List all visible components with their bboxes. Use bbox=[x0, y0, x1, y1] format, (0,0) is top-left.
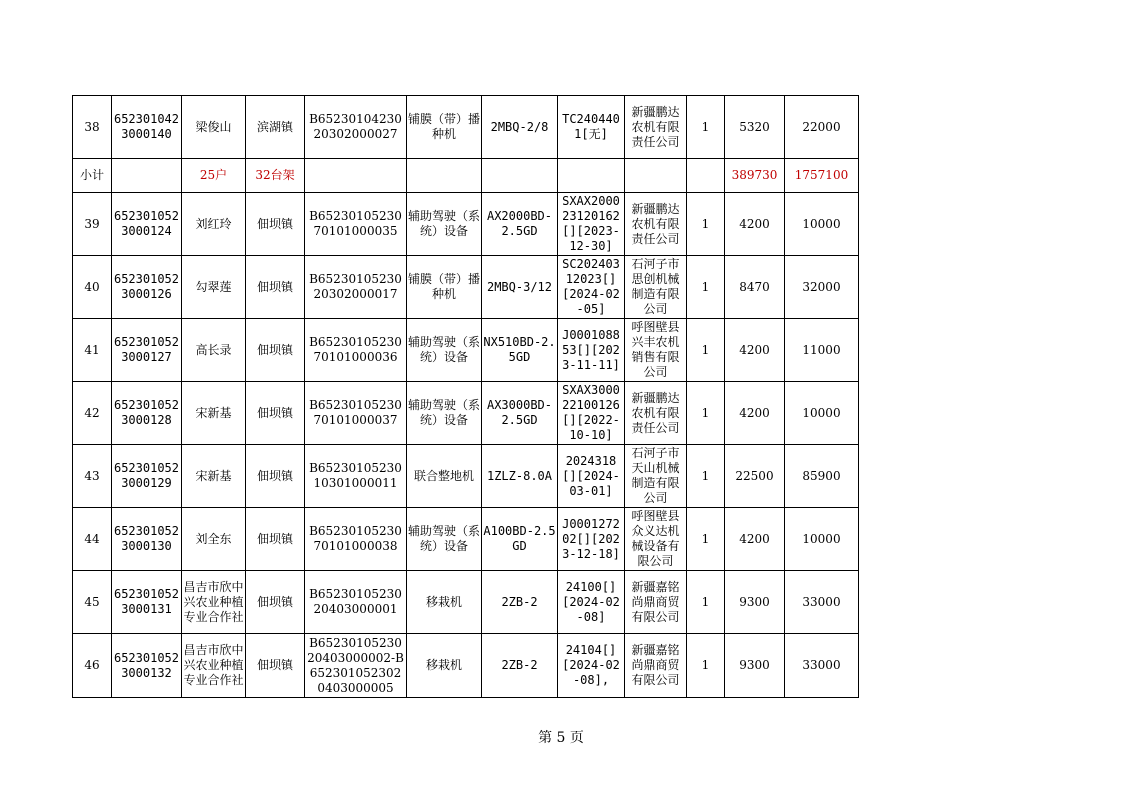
table-row bbox=[73, 382, 859, 445]
subtotal-subsidy: 389730 bbox=[725, 159, 785, 193]
table-row bbox=[73, 193, 859, 256]
table-row bbox=[73, 508, 859, 571]
machine-model: 2ZB-2 bbox=[482, 634, 558, 698]
subtotal-label: 小计 bbox=[73, 159, 112, 193]
seller-company: 新疆鹏达农机有限责任公司 bbox=[625, 382, 687, 445]
machine-model: 2MBQ-2/8 bbox=[482, 96, 558, 159]
machine-code: B6523010523070101000038 bbox=[305, 508, 407, 571]
machine-code: B6523010523070101000036 bbox=[305, 319, 407, 382]
machine-model: AX3000BD-2.5GD bbox=[482, 382, 558, 445]
town: 佃坝镇 bbox=[246, 508, 305, 571]
applicant-name: 刘红玲 bbox=[182, 193, 246, 256]
sale-price: 10000 bbox=[785, 193, 859, 256]
quantity: 1 bbox=[687, 193, 725, 256]
certificate-number: TC2404401[无] bbox=[558, 96, 625, 159]
applicant-name: 梁俊山 bbox=[182, 96, 246, 159]
row-number: 39 bbox=[73, 193, 112, 256]
applicant-id: 6523010523000128 bbox=[112, 382, 182, 445]
subsidy-amount: 22500 bbox=[725, 445, 785, 508]
sale-price: 10000 bbox=[785, 382, 859, 445]
seller-company: 新疆嘉铭尚鼎商贸有限公司 bbox=[625, 634, 687, 698]
quantity: 1 bbox=[687, 634, 725, 698]
applicant-id: 6523010423000140 bbox=[112, 96, 182, 159]
machine-type: 铺膜（带）播种机 bbox=[407, 96, 482, 159]
subtotal-machines: 32台架 bbox=[246, 159, 305, 193]
quantity: 1 bbox=[687, 445, 725, 508]
quantity: 1 bbox=[687, 571, 725, 634]
town: 佃坝镇 bbox=[246, 193, 305, 256]
certificate-number: SXAX200023120162[][2023-12-30] bbox=[558, 193, 625, 256]
table-row bbox=[73, 445, 859, 508]
subtotal-row bbox=[73, 159, 859, 193]
subsidy-amount: 4200 bbox=[725, 508, 785, 571]
quantity: 1 bbox=[687, 256, 725, 319]
applicant-id: 6523010523000132 bbox=[112, 634, 182, 698]
applicant-name: 宋新基 bbox=[182, 382, 246, 445]
applicant-name: 刘全东 bbox=[182, 508, 246, 571]
subsidy-amount: 9300 bbox=[725, 634, 785, 698]
certificate-number: 24100[][2024-02-08] bbox=[558, 571, 625, 634]
machine-code: B6523010523020403000002-B6523010523020403000005 bbox=[305, 634, 407, 698]
sale-price: 10000 bbox=[785, 508, 859, 571]
table-row bbox=[73, 571, 859, 634]
empty-cell bbox=[558, 159, 625, 193]
machine-type: 移栽机 bbox=[407, 634, 482, 698]
table-row bbox=[73, 256, 859, 319]
town: 佃坝镇 bbox=[246, 445, 305, 508]
applicant-name: 昌吉市欣中兴农业种植专业合作社 bbox=[182, 634, 246, 698]
town: 佃坝镇 bbox=[246, 256, 305, 319]
machine-type: 铺膜（带）播种机 bbox=[407, 256, 482, 319]
empty-cell bbox=[305, 159, 407, 193]
certificate-number: 24104[][2024-02-08], bbox=[558, 634, 625, 698]
town: 滨湖镇 bbox=[246, 96, 305, 159]
empty-cell bbox=[687, 159, 725, 193]
table-row bbox=[73, 96, 859, 159]
table-row bbox=[73, 319, 859, 382]
row-number: 38 bbox=[73, 96, 112, 159]
subtotal-households: 25户 bbox=[182, 159, 246, 193]
sale-price: 11000 bbox=[785, 319, 859, 382]
seller-company: 新疆嘉铭尚鼎商贸有限公司 bbox=[625, 571, 687, 634]
machine-type: 移栽机 bbox=[407, 571, 482, 634]
town: 佃坝镇 bbox=[246, 634, 305, 698]
quantity: 1 bbox=[687, 319, 725, 382]
seller-company: 新疆鹏达农机有限责任公司 bbox=[625, 96, 687, 159]
town: 佃坝镇 bbox=[246, 319, 305, 382]
seller-company: 新疆鹏达农机有限责任公司 bbox=[625, 193, 687, 256]
town: 佃坝镇 bbox=[246, 571, 305, 634]
subsidy-amount: 8470 bbox=[725, 256, 785, 319]
subsidy-amount: 4200 bbox=[725, 319, 785, 382]
row-number: 45 bbox=[73, 571, 112, 634]
applicant-id: 6523010523000127 bbox=[112, 319, 182, 382]
page-number: 第 5 页 bbox=[538, 730, 584, 746]
machine-code: B6523010423020302000027 bbox=[305, 96, 407, 159]
row-number: 42 bbox=[73, 382, 112, 445]
empty-cell bbox=[625, 159, 687, 193]
certificate-number: SXAX300022100126[][2022-10-10] bbox=[558, 382, 625, 445]
seller-company: 呼图壁县兴丰农机销售有限公司 bbox=[625, 319, 687, 382]
row-number: 44 bbox=[73, 508, 112, 571]
subsidy-amount: 9300 bbox=[725, 571, 785, 634]
machine-model: A100BD-2.5GD bbox=[482, 508, 558, 571]
row-number: 40 bbox=[73, 256, 112, 319]
machine-model: NX510BD-2.5GD bbox=[482, 319, 558, 382]
applicant-id: 6523010523000126 bbox=[112, 256, 182, 319]
subsidy-amount: 4200 bbox=[725, 382, 785, 445]
subsidy-amount: 5320 bbox=[725, 96, 785, 159]
machine-type: 辅助驾驶（系统）设备 bbox=[407, 382, 482, 445]
applicant-id: 6523010523000130 bbox=[112, 508, 182, 571]
sale-price: 22000 bbox=[785, 96, 859, 159]
subsidy-amount: 4200 bbox=[725, 193, 785, 256]
certificate-number: SC20240312023[][2024-02-05] bbox=[558, 256, 625, 319]
machine-code: B6523010523020403000001 bbox=[305, 571, 407, 634]
seller-company: 石河子市思创机械制造有限公司 bbox=[625, 256, 687, 319]
certificate-number: J000108853[][2023-11-11] bbox=[558, 319, 625, 382]
applicant-name: 勾翠莲 bbox=[182, 256, 246, 319]
sale-price: 32000 bbox=[785, 256, 859, 319]
applicant-name: 高长录 bbox=[182, 319, 246, 382]
certificate-number: J000127202[][2023-12-18] bbox=[558, 508, 625, 571]
quantity: 1 bbox=[687, 382, 725, 445]
quantity: 1 bbox=[687, 508, 725, 571]
empty-cell bbox=[407, 159, 482, 193]
machine-type: 辅助驾驶（系统）设备 bbox=[407, 193, 482, 256]
applicant-name: 昌吉市欣中兴农业种植专业合作社 bbox=[182, 571, 246, 634]
machine-code: B6523010523020302000017 bbox=[305, 256, 407, 319]
machine-code: B6523010523070101000035 bbox=[305, 193, 407, 256]
applicant-name: 宋新基 bbox=[182, 445, 246, 508]
row-number: 46 bbox=[73, 634, 112, 698]
seller-company: 呼图壁县众义达机械设备有限公司 bbox=[625, 508, 687, 571]
machine-code: B6523010523010301000011 bbox=[305, 445, 407, 508]
quantity: 1 bbox=[687, 96, 725, 159]
table-row bbox=[73, 634, 859, 698]
sale-price: 33000 bbox=[785, 634, 859, 698]
town: 佃坝镇 bbox=[246, 382, 305, 445]
machine-model: AX2000BD-2.5GD bbox=[482, 193, 558, 256]
certificate-number: 2024318[][2024-03-01] bbox=[558, 445, 625, 508]
sale-price: 33000 bbox=[785, 571, 859, 634]
empty-cell bbox=[112, 159, 182, 193]
machine-code: B6523010523070101000037 bbox=[305, 382, 407, 445]
machine-type: 联合整地机 bbox=[407, 445, 482, 508]
applicant-id: 6523010523000129 bbox=[112, 445, 182, 508]
row-number: 43 bbox=[73, 445, 112, 508]
machine-model: 2ZB-2 bbox=[482, 571, 558, 634]
machine-model: 2MBQ-3/12 bbox=[482, 256, 558, 319]
machine-model: 1ZLZ-8.0A bbox=[482, 445, 558, 508]
sale-price: 85900 bbox=[785, 445, 859, 508]
applicant-id: 6523010523000131 bbox=[112, 571, 182, 634]
seller-company: 石河子市天山机械制造有限公司 bbox=[625, 445, 687, 508]
machine-type: 辅助驾驶（系统）设备 bbox=[407, 508, 482, 571]
subtotal-price: 1757100 bbox=[785, 159, 859, 193]
machine-type: 辅助驾驶（系统）设备 bbox=[407, 319, 482, 382]
applicant-id: 6523010523000124 bbox=[112, 193, 182, 256]
empty-cell bbox=[482, 159, 558, 193]
row-number: 41 bbox=[73, 319, 112, 382]
subsidy-table bbox=[72, 95, 859, 698]
